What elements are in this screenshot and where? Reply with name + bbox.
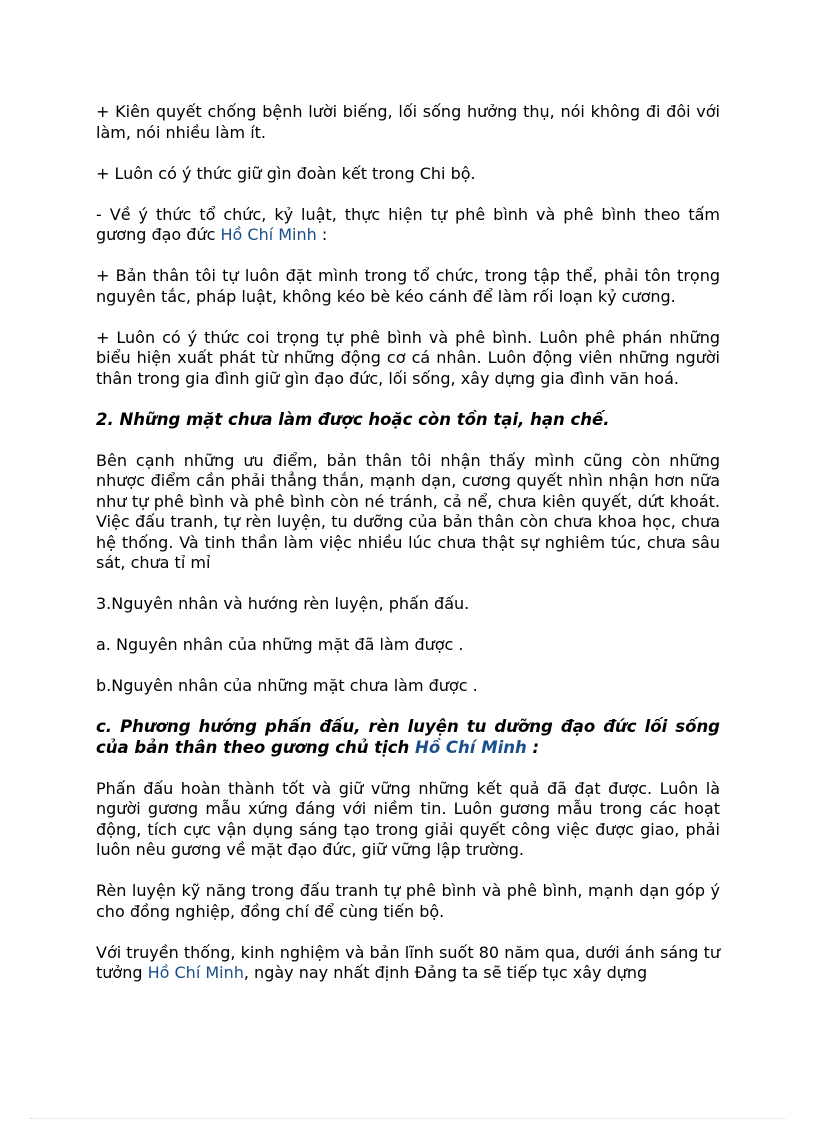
document-page (96, 102, 720, 1004)
paragraph-2: + Luôn có ý thức giữ gìn đoàn kết trong Chi bộ. (96, 163, 476, 183)
paragraph-7: 3.Nguyên nhân và hướng rèn luyện, phấn đấu. (96, 594, 470, 613)
section-heading-2: 2. Những mặt chưa làm được hoặc còn tồn tại, hạn chế. (96, 409, 610, 429)
paragraph-3 (96, 205, 720, 246)
paragraph-6: Bên cạnh những ưu điểm, bản thân tôi nhận thấy mình cũng còn những nhược điểm cần phải thẳng thắn, mạnh dạn, cương quyết nhìn nhận hơn nữa như tự phê bình và phê bình còn né tránh, cả nể, chưa kiên quyết, dứt khoát. Việc đấu tranh, tự rèn luyện, tu dưỡng của bản thân còn chưa khoa học, chưa hệ thống. Và tinh thần làm việc nhiều lúc chưa thật sự nghiêm túc, chưa sâu sát, chưa tỉ mỉ (96, 450, 720, 572)
paragraph-9: b.Nguyên nhân của những mặt chưa làm được . (96, 676, 478, 695)
heading-c-text: c. Phương hướng phấn đấu, rèn luyện tu dưỡng đạo đức lối sống của bản thân theo gương chủ tịch (96, 717, 720, 757)
ho-chi-minh-link-2[interactable]: Hồ Chí Minh (147, 963, 244, 982)
ho-chi-minh-link-heading[interactable]: Hồ Chí Minh (415, 737, 527, 757)
heading-c-tail: : (526, 737, 540, 757)
paragraph-12-text: Với truyền thống, kinh nghiệm và bản lĩnh suốt 80 năm qua, dưới ánh sáng tư tưởng (96, 942, 720, 982)
paragraph-12 (96, 943, 720, 984)
paragraph-3-tail: : (316, 225, 328, 244)
paragraph-10: Phấn đấu hoàn thành tốt và giữ vững những kết quả đã đạt được. Luôn là người gương mẫu xứng đáng với niềm tin. Luôn gương mẫu trong các hoạt động, tích cực vận dụng sáng tạo trong giải quyết công việc được giao, phải luôn nêu gương về mặt đạo đức, giữ vững lập trường. (96, 778, 720, 859)
ho-chi-minh-link[interactable]: Hồ Chí Minh (220, 225, 317, 244)
paragraph-4: + Bản thân tôi tự luôn đặt mình trong tổ chức, trong tập thể, phải tôn trọng nguyên tắc, pháp luật, không kéo bè kéo cánh để làm rối loạn kỷ cương. (96, 266, 720, 306)
page-bottom-divider (30, 1118, 786, 1119)
paragraph-5: + Luôn có ý thức coi trọng tự phê bình và phê bình. Luôn phê phán những biểu hiện xuất phát từ những động cơ cá nhân. Luôn động viên những người thân trong gia đình giữ gìn đạo đức, lối sống, xây dựng gia đình văn hoá. (96, 327, 720, 388)
paragraph-12-tail: , ngày nay nhất định Đảng ta sẽ tiếp tục xây dựng (243, 963, 648, 982)
paragraph-8: a. Nguyên nhân của những mặt đã làm được . (96, 635, 464, 654)
paragraph-1: + Kiên quyết chống bệnh lười biếng, lối sống hưởng thụ, nói không đi đôi với làm, nói nhiều làm ít. (96, 102, 720, 142)
paragraph-3-text: - Về ý thức tổ chức, kỷ luật, thực hiện tự phê bình và phê bình theo tấm gương đạo đức (96, 204, 720, 244)
section-heading-c (96, 717, 720, 758)
paragraph-11: Rèn luyện kỹ năng trong đấu tranh tự phê bình và phê bình, mạnh dạn góp ý cho đồng nghiệp, đồng chí để cùng tiến bộ. (96, 881, 720, 921)
